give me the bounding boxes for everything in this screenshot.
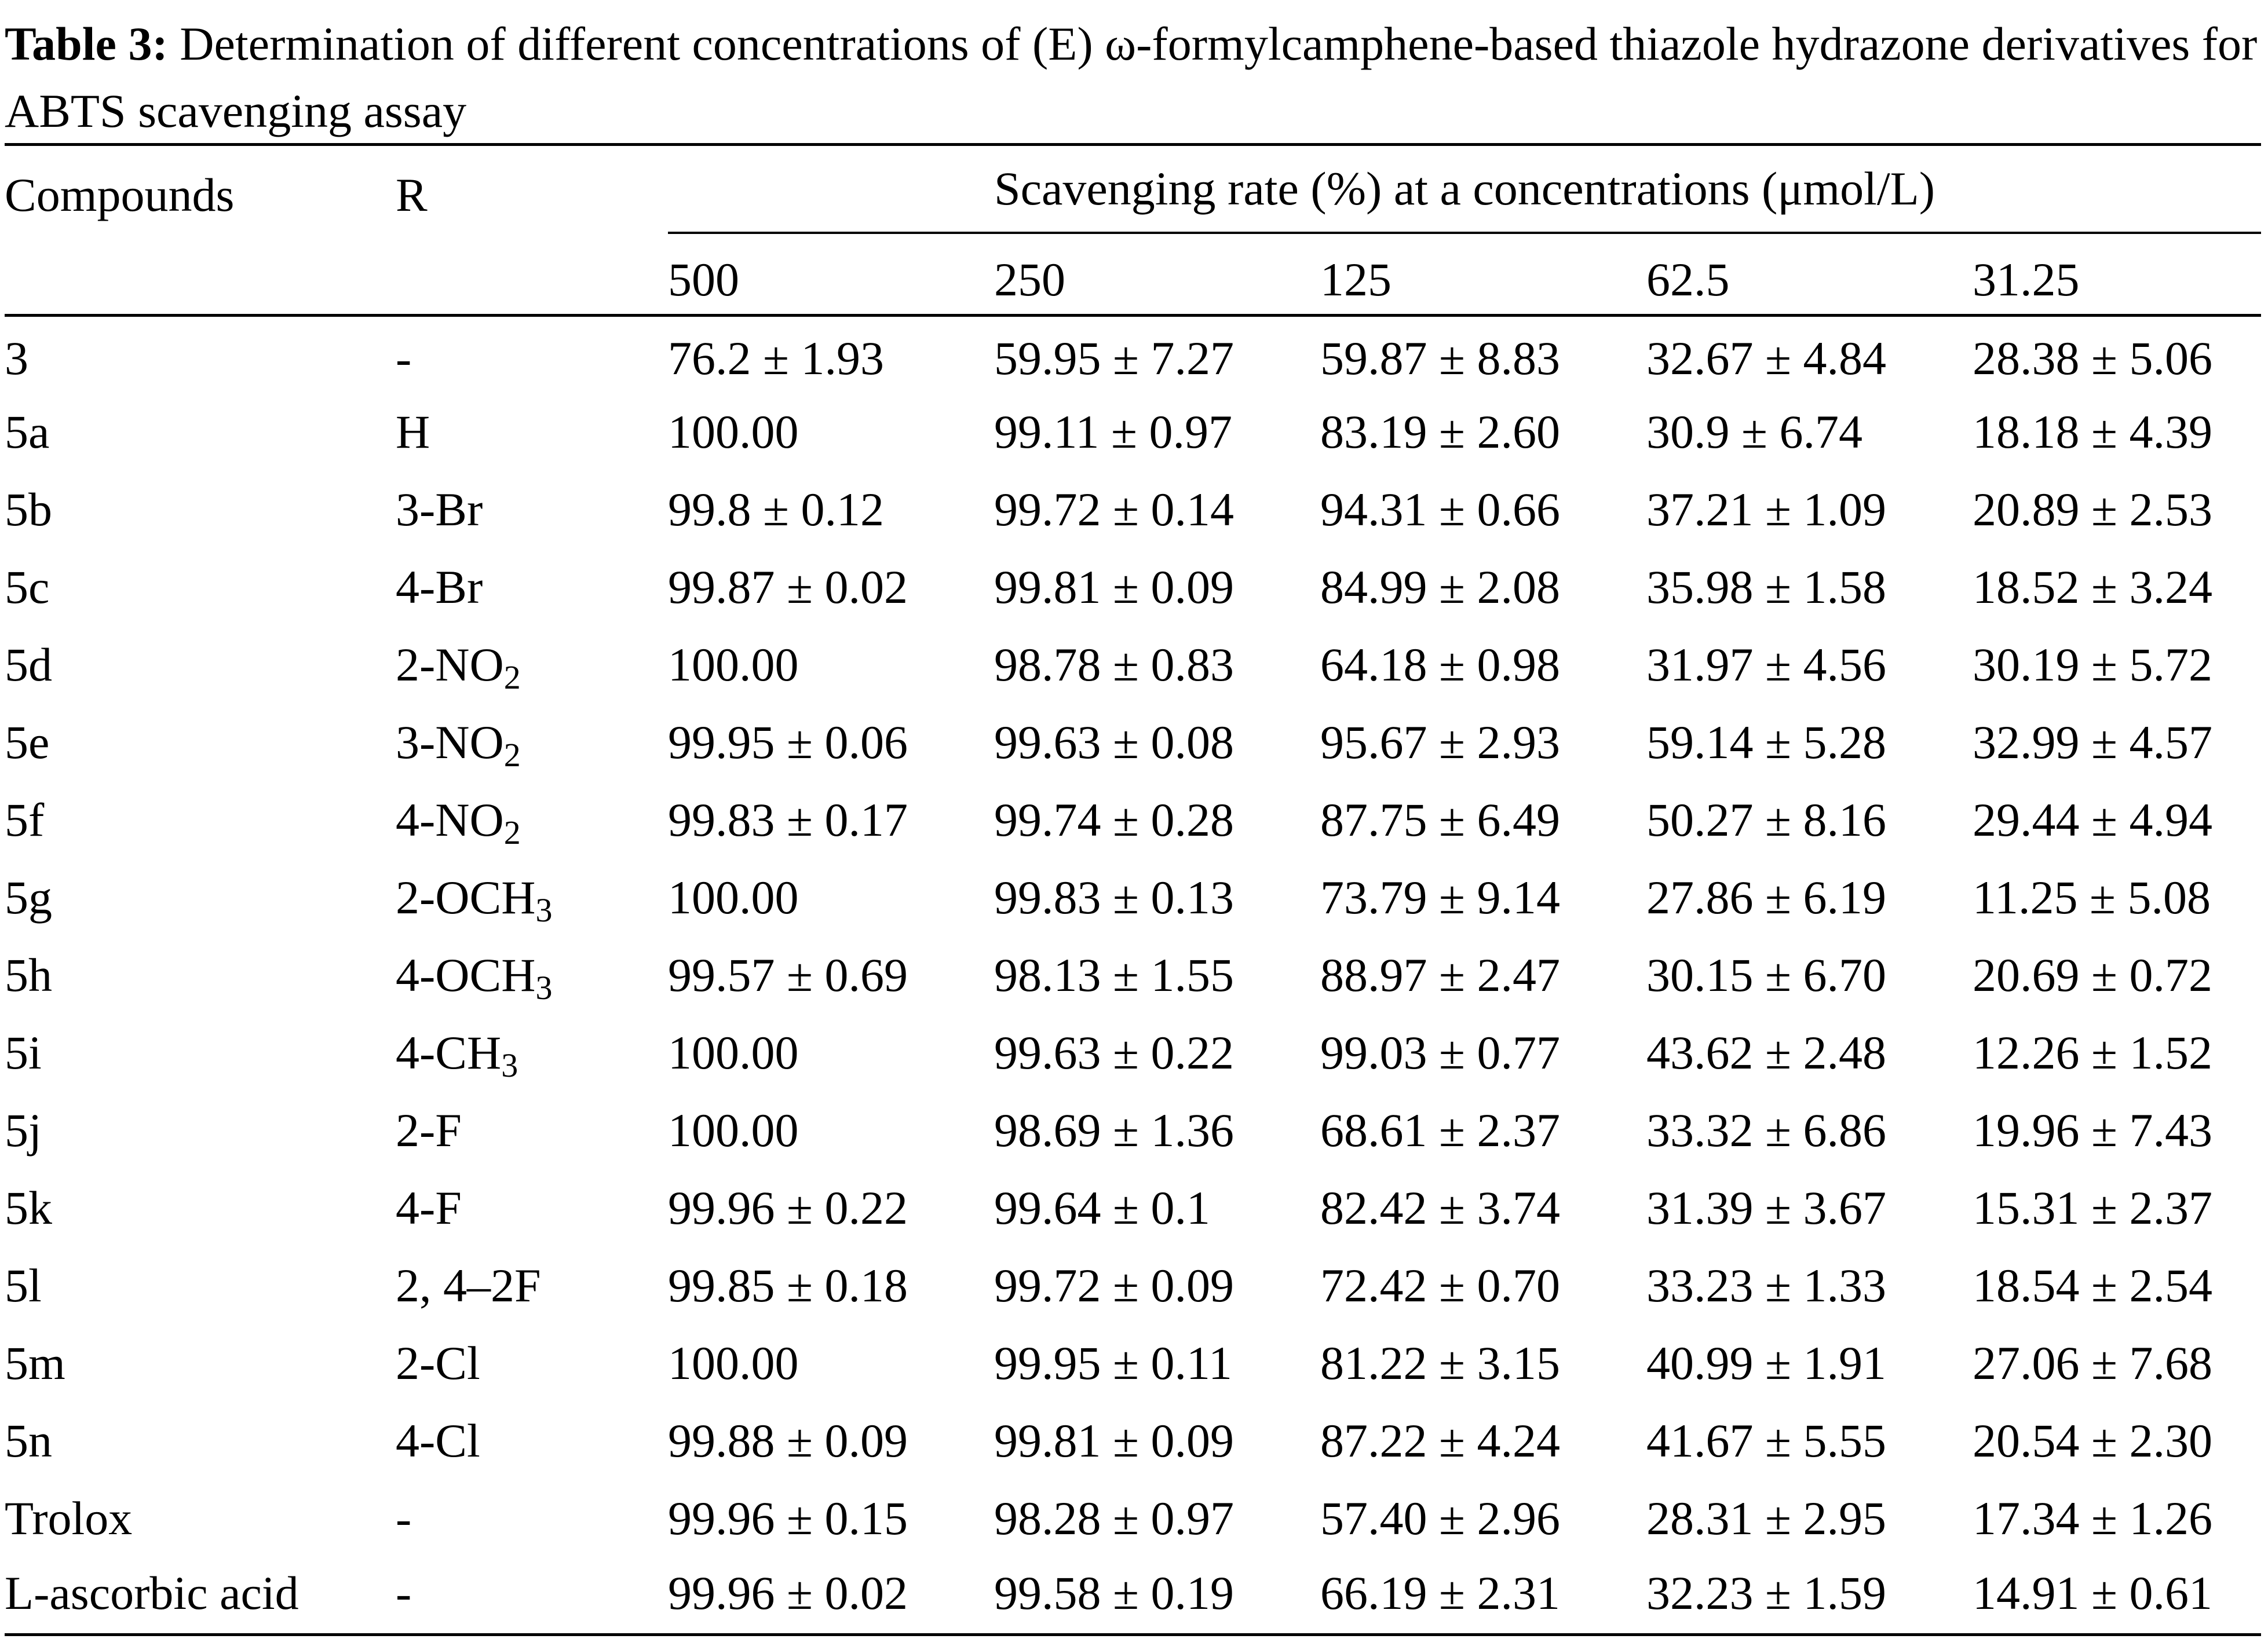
- compound-cell: 5j: [5, 1103, 42, 1157]
- header-row-primary: [5, 145, 2261, 233]
- substituent-cell: [396, 1169, 668, 1247]
- value-cell: 98.13 ± 1.55: [994, 948, 1235, 1001]
- substituent-base: 4-F: [396, 1181, 462, 1234]
- value-cell: 81.22 ± 3.15: [1320, 1336, 1561, 1389]
- value-cell: 27.86 ± 6.19: [1646, 870, 1887, 924]
- value-cell: 43.62 ± 2.48: [1646, 1026, 1887, 1079]
- value-cell: 28.38 ± 5.06: [1973, 331, 2213, 385]
- value-cell: 83.19 ± 2.60: [1320, 405, 1561, 458]
- value-cell: 99.95 ± 0.11: [994, 1336, 1232, 1389]
- value-cell: 18.54 ± 2.54: [1973, 1258, 2213, 1312]
- table-row: [5, 393, 2261, 471]
- substituent-subscript: 3: [501, 1046, 518, 1084]
- value-cell: 14.91 ± 0.61: [1973, 1567, 2213, 1620]
- substituent-cell: [396, 1092, 668, 1169]
- substituent-base: 4-Cl: [396, 1414, 480, 1467]
- header-concentration: 62.5: [1646, 253, 1730, 306]
- value-cell: 87.22 ± 4.24: [1320, 1414, 1561, 1467]
- compound-cell: 5l: [5, 1258, 42, 1312]
- value-cell: 100.00: [668, 405, 799, 458]
- value-cell: 31.97 ± 4.56: [1646, 638, 1887, 691]
- substituent-base: 2, 4–2F: [396, 1258, 541, 1312]
- value-cell: 100.00: [668, 638, 799, 691]
- value-cell: 100.00: [668, 1026, 799, 1079]
- compound-cell: 5d: [5, 638, 52, 691]
- value-cell: 50.27 ± 8.16: [1646, 793, 1887, 846]
- value-cell: 40.99 ± 1.91: [1646, 1336, 1887, 1389]
- substituent-cell: [396, 1557, 668, 1635]
- value-cell: 57.40 ± 2.96: [1320, 1491, 1561, 1545]
- substituent-cell: [396, 1247, 668, 1325]
- table-row: [5, 1247, 2261, 1325]
- substituent-cell: [396, 548, 668, 626]
- value-cell: 84.99 ± 2.08: [1320, 560, 1561, 613]
- value-cell: 31.39 ± 3.67: [1646, 1181, 1887, 1234]
- table-row: [5, 1092, 2261, 1169]
- value-cell: 99.81 ± 0.09: [994, 1414, 1235, 1467]
- value-cell: 98.69 ± 1.36: [994, 1103, 1235, 1157]
- header-compounds: Compounds: [5, 169, 235, 221]
- header-concentration: 250: [994, 253, 1065, 306]
- substituent-base: 4-CH: [396, 1026, 502, 1079]
- compound-cell: 5m: [5, 1336, 65, 1389]
- value-cell: 27.06 ± 7.68: [1973, 1336, 2213, 1389]
- substituent-base: 4-NO: [396, 793, 504, 846]
- compound-cell: 5e: [5, 715, 50, 769]
- substituent-base: 4-Br: [396, 560, 483, 613]
- substituent-cell: [396, 859, 668, 936]
- value-cell: 19.96 ± 7.43: [1973, 1103, 2213, 1157]
- compound-cell: 5f: [5, 793, 45, 846]
- value-cell: 64.18 ± 0.98: [1320, 638, 1561, 691]
- value-cell: 87.75 ± 6.49: [1320, 793, 1561, 846]
- value-cell: 99.85 ± 0.18: [668, 1258, 908, 1312]
- compound-cell: 5h: [5, 948, 52, 1001]
- table-row: [5, 1325, 2261, 1402]
- table-row: [5, 781, 2261, 859]
- substituent-base: 2-OCH: [396, 870, 536, 924]
- value-cell: 94.31 ± 0.66: [1320, 482, 1561, 536]
- value-cell: 33.23 ± 1.33: [1646, 1258, 1887, 1312]
- value-cell: 99.58 ± 0.19: [994, 1567, 1235, 1620]
- value-cell: 100.00: [668, 1336, 799, 1389]
- value-cell: 66.19 ± 2.31: [1320, 1567, 1561, 1620]
- value-cell: 33.32 ± 6.86: [1646, 1103, 1887, 1157]
- table-row: [5, 704, 2261, 781]
- value-cell: 37.21 ± 1.09: [1646, 482, 1887, 536]
- substituent-cell: [396, 1325, 668, 1402]
- value-cell: 59.14 ± 5.28: [1646, 715, 1887, 769]
- value-cell: 18.52 ± 3.24: [1973, 560, 2213, 613]
- compound-cell: 5i: [5, 1026, 42, 1079]
- value-cell: 99.96 ± 0.15: [668, 1491, 908, 1545]
- substituent-cell: [396, 316, 668, 393]
- substituent-subscript: 3: [535, 968, 553, 1007]
- substituent-base: H: [396, 405, 430, 458]
- value-cell: 59.87 ± 8.83: [1320, 331, 1561, 385]
- substituent-base: -: [396, 1567, 412, 1620]
- table-caption-label: Table 3:: [5, 17, 168, 70]
- substituent-cell: [396, 781, 668, 859]
- value-cell: 82.42 ± 3.74: [1320, 1181, 1561, 1234]
- substituent-cell: [396, 1480, 668, 1557]
- table-row: [5, 936, 2261, 1014]
- compound-cell: 5n: [5, 1414, 52, 1467]
- table-row: [5, 316, 2261, 393]
- header-row-concentrations: [5, 233, 2261, 316]
- value-cell: 99.03 ± 0.77: [1320, 1026, 1561, 1079]
- value-cell: 99.88 ± 0.09: [668, 1414, 908, 1467]
- value-cell: 68.61 ± 2.37: [1320, 1103, 1561, 1157]
- substituent-subscript: 2: [503, 658, 521, 696]
- table-caption-text: Determination of different concentrations of (E) ω-formylcamphene-based thiazole hydrazone derivatives for ABTS scavenging assay: [5, 17, 2258, 137]
- substituent-base: 3-NO: [396, 715, 504, 769]
- compound-cell: 5g: [5, 870, 52, 924]
- value-cell: 99.81 ± 0.09: [994, 560, 1235, 613]
- value-cell: 99.74 ± 0.28: [994, 793, 1235, 846]
- substituent-base: 4-OCH: [396, 948, 536, 1001]
- substituent-cell: [396, 626, 668, 704]
- substituent-cell: [396, 393, 668, 471]
- substituent-base: -: [396, 1491, 412, 1545]
- value-cell: 20.69 ± 0.72: [1973, 948, 2213, 1001]
- value-cell: 15.31 ± 2.37: [1973, 1181, 2213, 1234]
- value-cell: 17.34 ± 1.26: [1973, 1491, 2213, 1545]
- value-cell: 72.42 ± 0.70: [1320, 1258, 1561, 1312]
- value-cell: 98.78 ± 0.83: [994, 638, 1235, 691]
- value-cell: 99.72 ± 0.09: [994, 1258, 1235, 1312]
- value-cell: 73.79 ± 9.14: [1320, 870, 1561, 924]
- value-cell: 99.63 ± 0.22: [994, 1026, 1235, 1079]
- compound-cell: Trolox: [5, 1491, 133, 1545]
- table-row: [5, 548, 2261, 626]
- value-cell: 99.83 ± 0.13: [994, 870, 1235, 924]
- compound-cell: 5c: [5, 560, 50, 613]
- header-scavenging-rate: Scavenging rate (%) at a concentrations (μmol/L): [668, 145, 2261, 233]
- table-row: [5, 1480, 2261, 1557]
- substituent-base: 2-Cl: [396, 1336, 480, 1389]
- substituent-base: 3-Br: [396, 482, 483, 536]
- header-r: R: [396, 169, 428, 221]
- value-cell: 35.98 ± 1.58: [1646, 560, 1887, 613]
- value-cell: 99.96 ± 0.22: [668, 1181, 908, 1234]
- compound-cell: 5k: [5, 1181, 52, 1234]
- value-cell: 11.25 ± 5.08: [1973, 870, 2211, 924]
- value-cell: 18.18 ± 4.39: [1973, 405, 2213, 458]
- value-cell: 32.99 ± 4.57: [1973, 715, 2213, 769]
- table-row: [5, 626, 2261, 704]
- value-cell: 99.8 ± 0.12: [668, 482, 885, 536]
- value-cell: 99.87 ± 0.02: [668, 560, 908, 613]
- value-cell: 30.9 ± 6.74: [1646, 405, 1863, 458]
- scavenging-table: [5, 143, 2261, 1636]
- table-row: [5, 1169, 2261, 1247]
- substituent-cell: [396, 1402, 668, 1480]
- value-cell: 99.83 ± 0.17: [668, 793, 908, 846]
- substituent-cell: [396, 936, 668, 1014]
- table-body: [5, 316, 2261, 1635]
- value-cell: 32.23 ± 1.59: [1646, 1567, 1887, 1620]
- substituent-base: 2-F: [396, 1103, 462, 1157]
- value-cell: 30.19 ± 5.72: [1973, 638, 2213, 691]
- substituent-subscript: 2: [503, 813, 521, 851]
- substituent-cell: [396, 704, 668, 781]
- value-cell: 76.2 ± 1.93: [668, 331, 885, 385]
- value-cell: 99.95 ± 0.06: [668, 715, 908, 769]
- value-cell: 99.63 ± 0.08: [994, 715, 1235, 769]
- value-cell: 41.67 ± 5.55: [1646, 1414, 1887, 1467]
- value-cell: 98.28 ± 0.97: [994, 1491, 1235, 1545]
- table-row: [5, 1557, 2261, 1635]
- compound-cell: 3: [5, 331, 28, 385]
- substituent-subscript: 3: [535, 891, 553, 929]
- table-row: [5, 1402, 2261, 1480]
- value-cell: 28.31 ± 2.95: [1646, 1491, 1887, 1545]
- compound-cell: 5a: [5, 405, 50, 458]
- value-cell: 99.57 ± 0.69: [668, 948, 908, 1001]
- substituent-subscript: 2: [503, 736, 521, 774]
- header-concentration: 500: [668, 253, 739, 306]
- value-cell: 29.44 ± 4.94: [1973, 793, 2213, 846]
- value-cell: 88.97 ± 2.47: [1320, 948, 1561, 1001]
- value-cell: 99.64 ± 0.1: [994, 1181, 1211, 1234]
- value-cell: 99.96 ± 0.02: [668, 1567, 908, 1620]
- table-row: [5, 1014, 2261, 1092]
- header-concentration: 125: [1320, 253, 1392, 306]
- value-cell: 95.67 ± 2.93: [1320, 715, 1561, 769]
- value-cell: 100.00: [668, 1103, 799, 1157]
- value-cell: 99.11 ± 0.97: [994, 405, 1232, 458]
- value-cell: 32.67 ± 4.84: [1646, 331, 1887, 385]
- value-cell: 30.15 ± 6.70: [1646, 948, 1887, 1001]
- value-cell: 20.54 ± 2.30: [1973, 1414, 2213, 1467]
- value-cell: 12.26 ± 1.52: [1973, 1026, 2213, 1079]
- header-concentration: 31.25: [1973, 253, 2080, 306]
- table-row: [5, 859, 2261, 936]
- compound-cell: L-ascorbic acid: [5, 1567, 299, 1620]
- substituent-cell: [396, 471, 668, 548]
- value-cell: 100.00: [668, 870, 799, 924]
- value-cell: 59.95 ± 7.27: [994, 331, 1235, 385]
- substituent-base: -: [396, 331, 412, 385]
- compound-cell: 5b: [5, 482, 52, 536]
- table-row: [5, 471, 2261, 548]
- value-cell: 99.72 ± 0.14: [994, 482, 1235, 536]
- table-caption: [5, 10, 2261, 145]
- substituent-cell: [396, 1014, 668, 1092]
- value-cell: 20.89 ± 2.53: [1973, 482, 2213, 536]
- substituent-base: 2-NO: [396, 638, 504, 691]
